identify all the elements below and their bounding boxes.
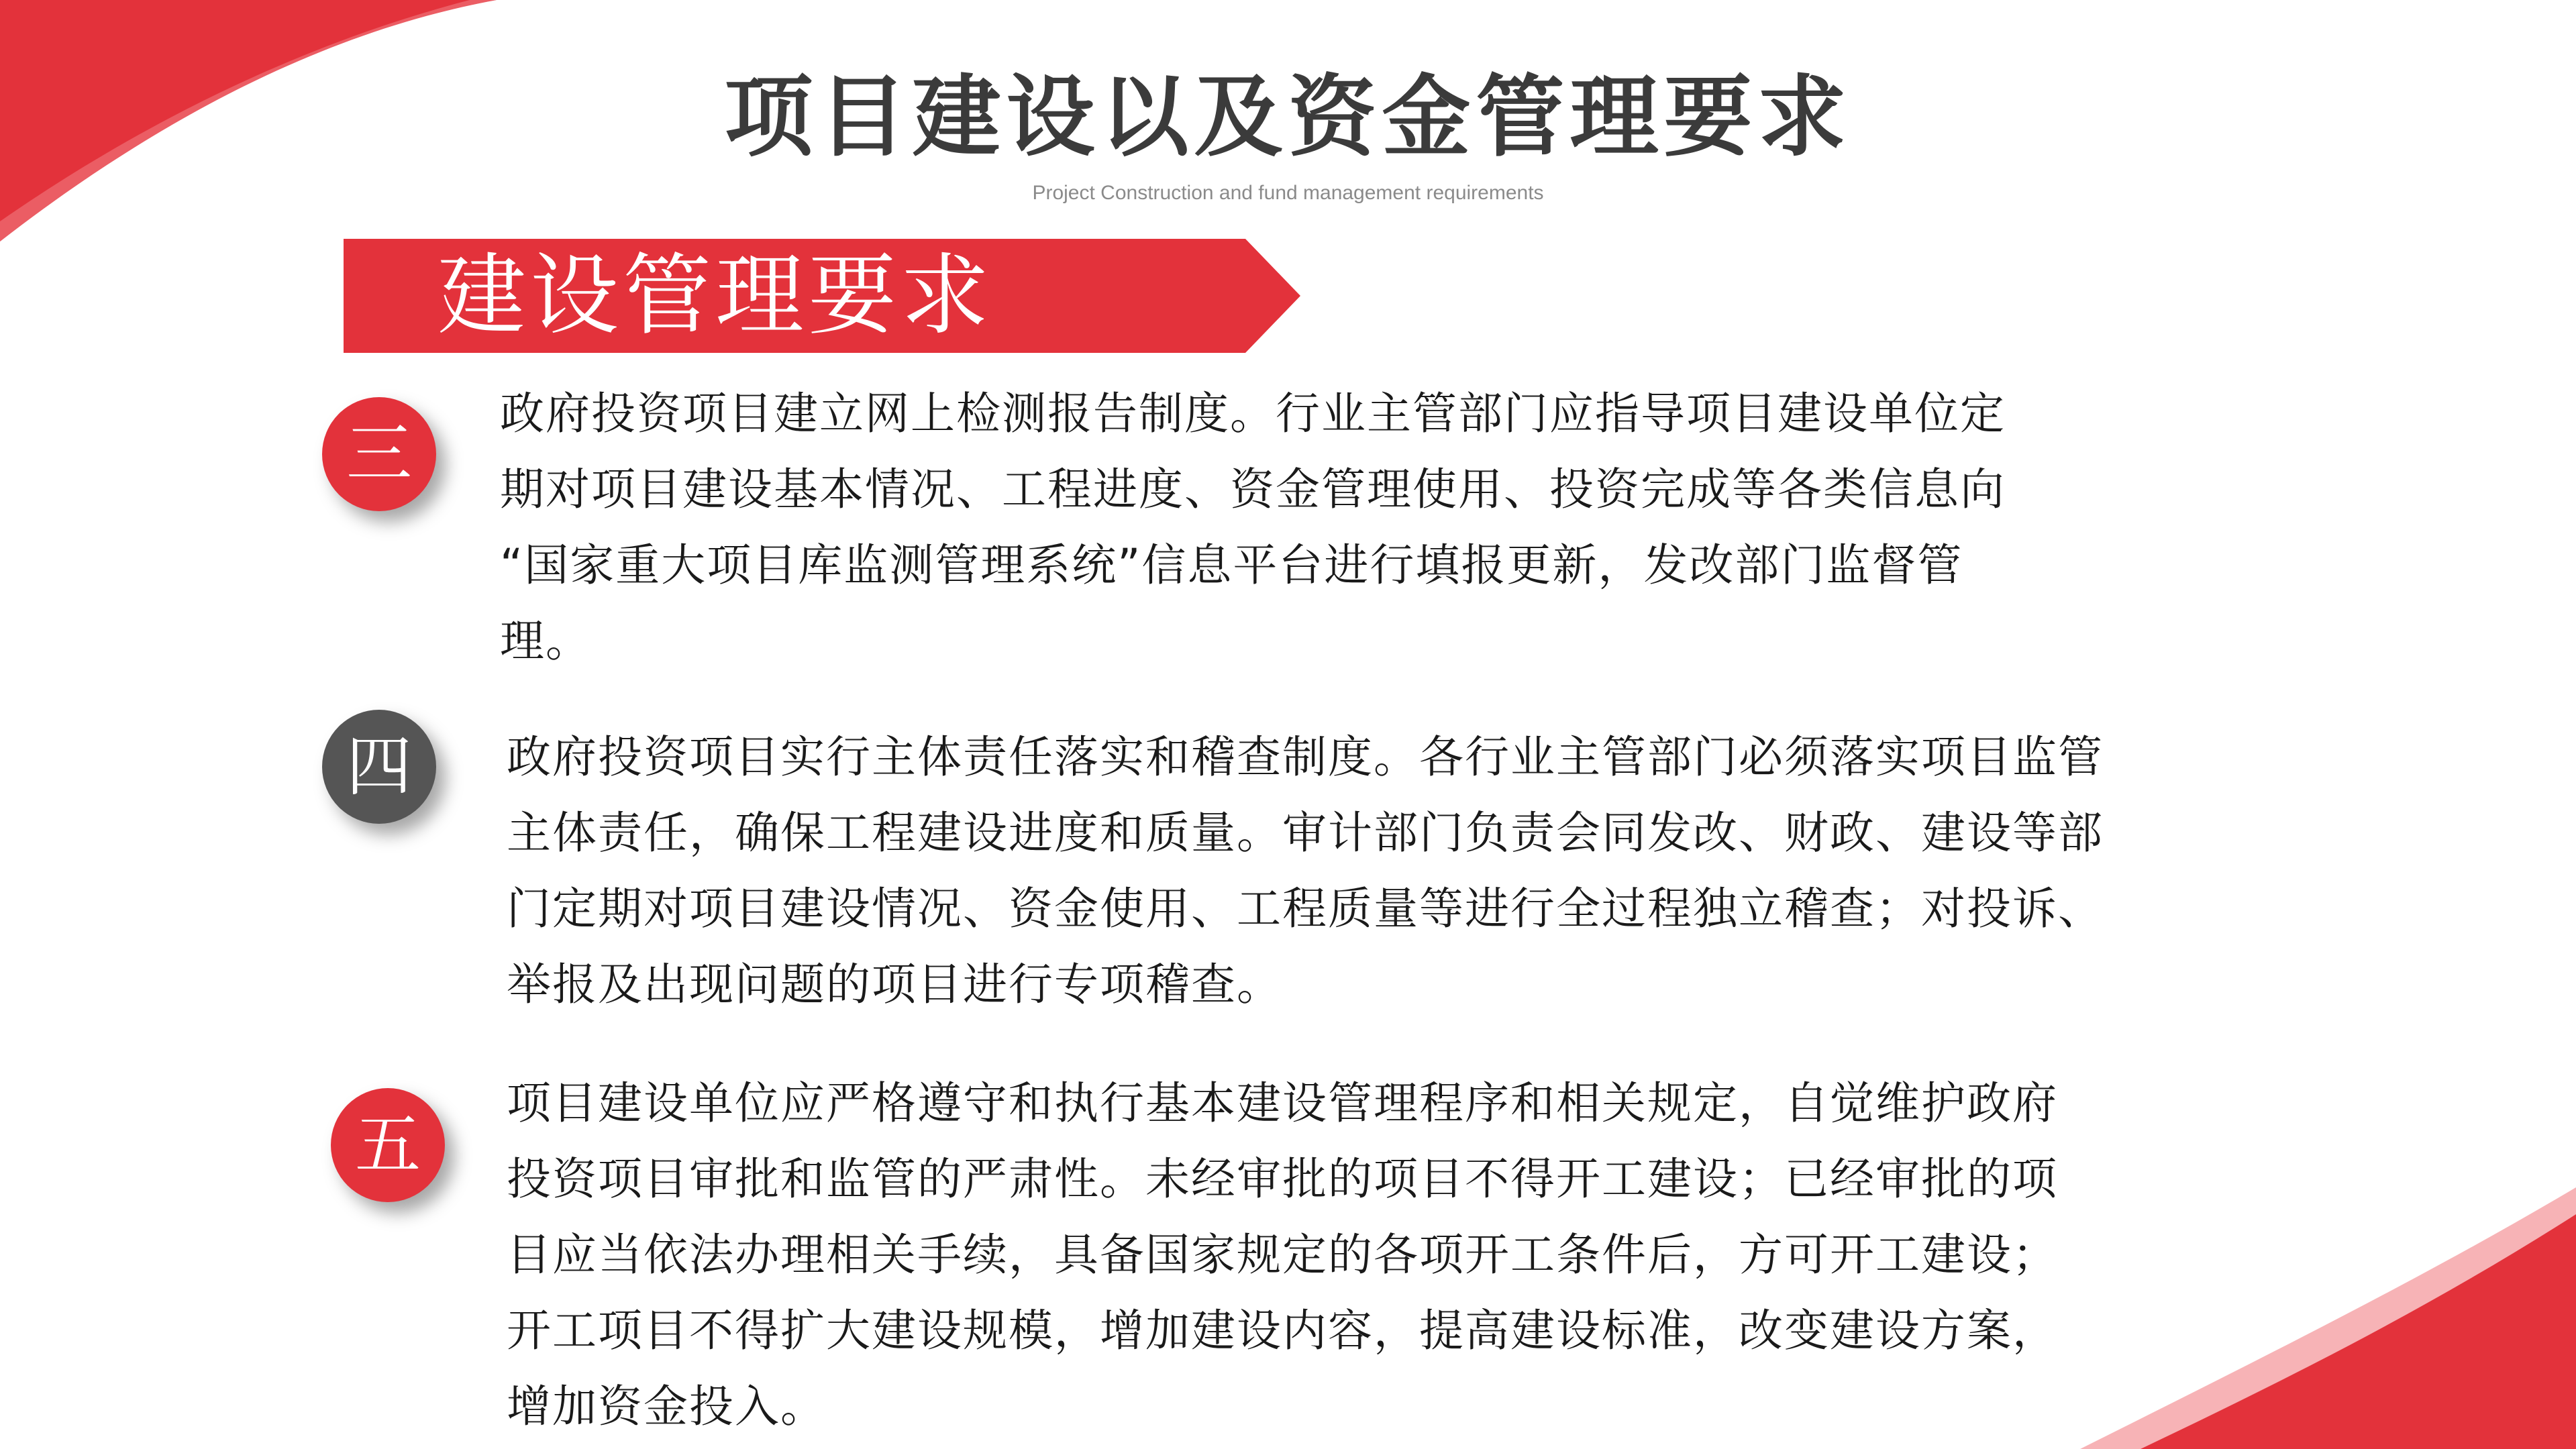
page-subtitle: Project Construction and fund management requirements: [1032, 182, 1544, 204]
text-line: 开工项目不得扩大建设规模，增加建设内容，提高建设标准，改变建设方案，: [507, 1305, 2058, 1356]
section-banner-label: 建设管理要求: [437, 244, 993, 347]
text-line: 项目建设单位应严格遵守和执行基本建设管理程序和相关规定，自觉维护政府: [507, 1077, 2058, 1129]
text-line: 举报及出现问题的项目进行专项稽查。: [507, 959, 1282, 1010]
text-line: 政府投资项目实行主体责任落实和稽查制度。各行业主管部门必须落实项目监管: [507, 731, 2104, 783]
item-number-badge: 五: [331, 1088, 445, 1202]
text-line: 投资项目审批和监管的严肃性。未经审批的项目不得开工建设；已经审批的项: [507, 1153, 2058, 1205]
item-text: [507, 719, 2104, 1022]
text-line: 门定期对项目建设情况、资金使用、工程质量等进行全过程独立稽查；对投诉、: [507, 883, 2104, 934]
text-line: 理。: [500, 615, 591, 667]
item-number-badge: 三: [322, 397, 436, 511]
text-line: 政府投资项目建立网上检测报告制度。行业主管部门应指导项目建设单位定: [500, 388, 2006, 439]
text-line: 期对项目建设基本情况、工程进度、资金管理使用、投资完成等各类信息向: [500, 464, 2006, 515]
page-title: 项目建设以及资金管理要求: [724, 66, 1852, 169]
item-number-badge: 四: [322, 710, 436, 824]
item-text: [500, 376, 2006, 679]
text-line: “国家重大项目库监测管理系统”信息平台进行填报更新，发改部门监督管: [500, 539, 1963, 591]
section-banner: [344, 239, 1300, 353]
item-text: [507, 1065, 2058, 1444]
text-line: 主体责任，确保工程建设进度和质量。审计部门负责会同发改、财政、建设等部: [507, 807, 2104, 859]
text-line: 目应当依法办理相关手续，具备国家规定的各项开工条件后，方可开工建设；: [507, 1229, 2058, 1281]
text-line: 增加资金投入。: [507, 1381, 826, 1432]
